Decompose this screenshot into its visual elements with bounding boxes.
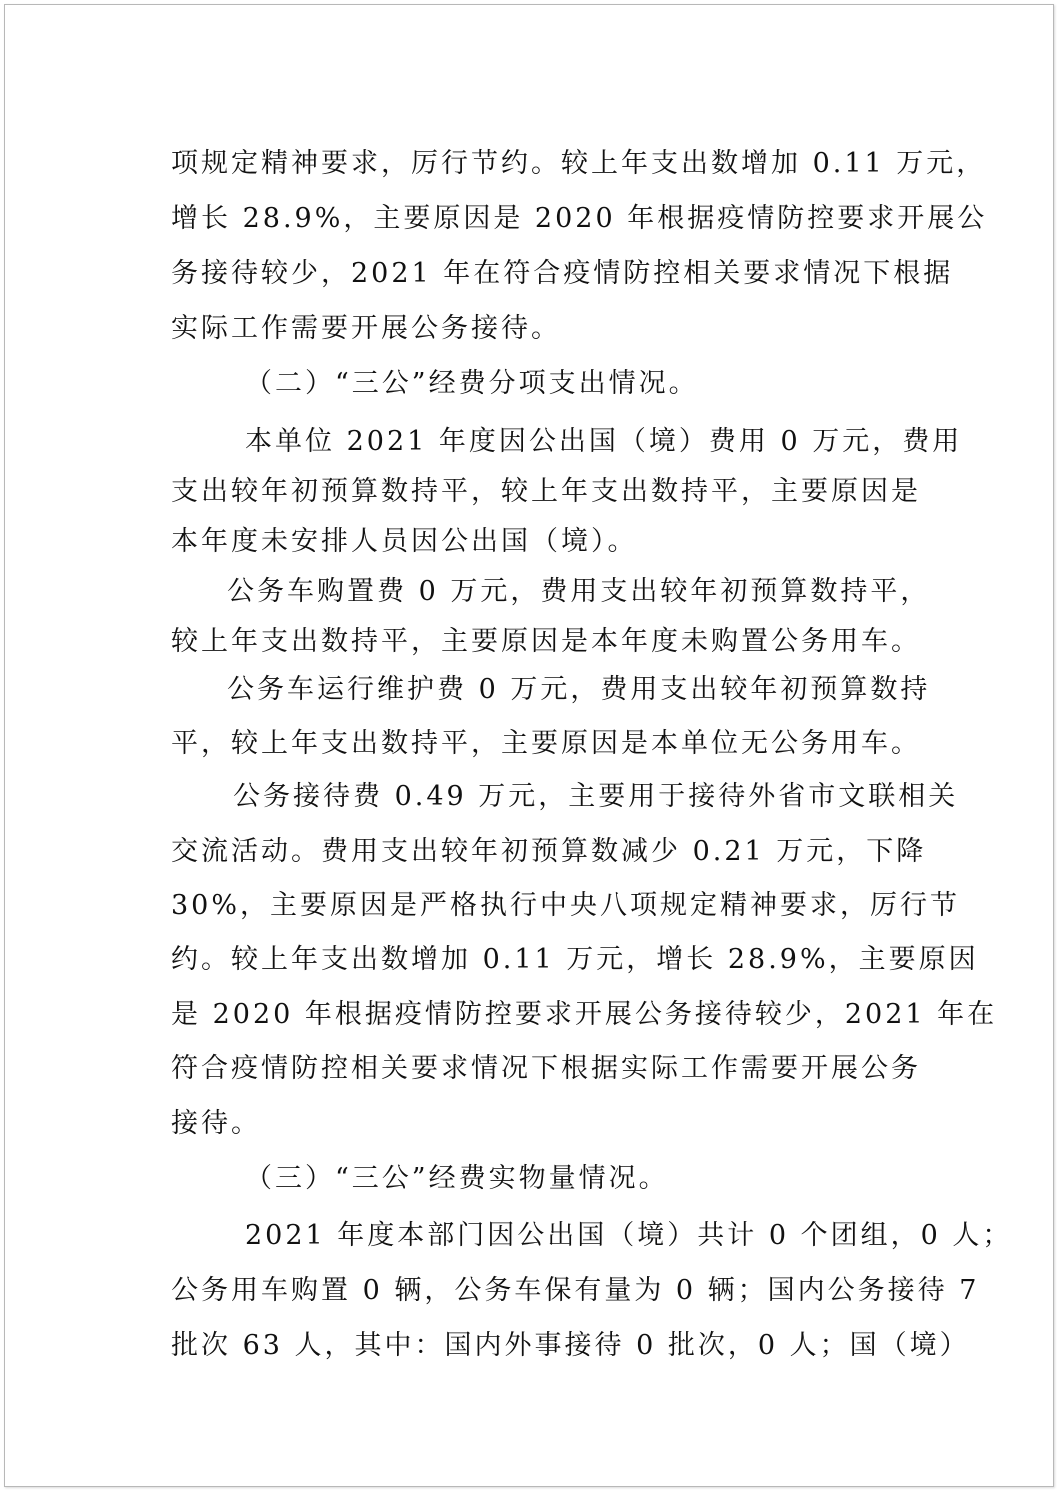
section-heading: （三）“三公”经费实物量情况。 [245,1163,669,1194]
paragraph-line: 交流活动。费用支出较年初预算数减少 0.21 万元，下降 [171,836,927,867]
paragraph-line: 公务接待费 0.49 万元，主要用于接待外省市文联相关 [233,781,959,812]
paragraph-line: 公务车运行维护费 0 万元，费用支出较年初预算数持 [227,674,931,705]
paragraph-line: 符合疫情防控相关要求情况下根据实际工作需要开展公务 [171,1053,921,1084]
paragraph-line: 务接待较少，2021 年在符合疫情防控相关要求情况下根据 [171,258,954,289]
paragraph-line: 公务车购置费 0 万元，费用支出较年初预算数持平， [227,576,931,607]
paragraph-line: 本单位 2021 年度因公出国（境）费用 0 万元，费用 [245,426,963,457]
paragraph-line: 本年度未安排人员因公出国（境）。 [171,526,638,557]
paragraph-line: 较上年支出数持平，主要原因是本年度未购置公务用车。 [171,626,921,657]
paragraph-line: 支出较年初预算数持平，较上年支出数持平，主要原因是 [171,476,921,507]
paragraph-line: 实际工作需要开展公务接待。 [171,313,561,344]
paragraph-line: 2021 年度本部门因公出国（境）共计 0 个团组，0 人； [245,1220,1013,1251]
paragraph-line: 批次 63 人，其中：国内外事接待 0 批次，0 人；国（境） [171,1330,970,1361]
section-heading: （二）“三公”经费分项支出情况。 [245,368,699,399]
paragraph-line: 平，较上年支出数持平，主要原因是本单位无公务用车。 [171,728,921,759]
paragraph-line: 30%，主要原因是严格执行中央八项规定精神要求，厉行节 [171,890,961,921]
paragraph-line: 项规定精神要求，厉行节约。较上年支出数增加 0.11 万元， [171,148,987,179]
paragraph-line: 公务用车购置 0 辆，公务车保有量为 0 辆；国内公务接待 7 [171,1275,980,1306]
document-page [4,4,1054,1487]
paragraph-line: 是 2020 年根据疫情防控要求开展公务接待较少，2021 年在 [171,999,998,1030]
paragraph-line: 接待。 [171,1108,261,1139]
paragraph-line: 约。较上年支出数增加 0.11 万元，增长 28.9%，主要原因 [171,944,979,975]
paragraph-line: 增长 28.9%，主要原因是 2020 年根据疫情防控要求开展公 [171,203,988,234]
